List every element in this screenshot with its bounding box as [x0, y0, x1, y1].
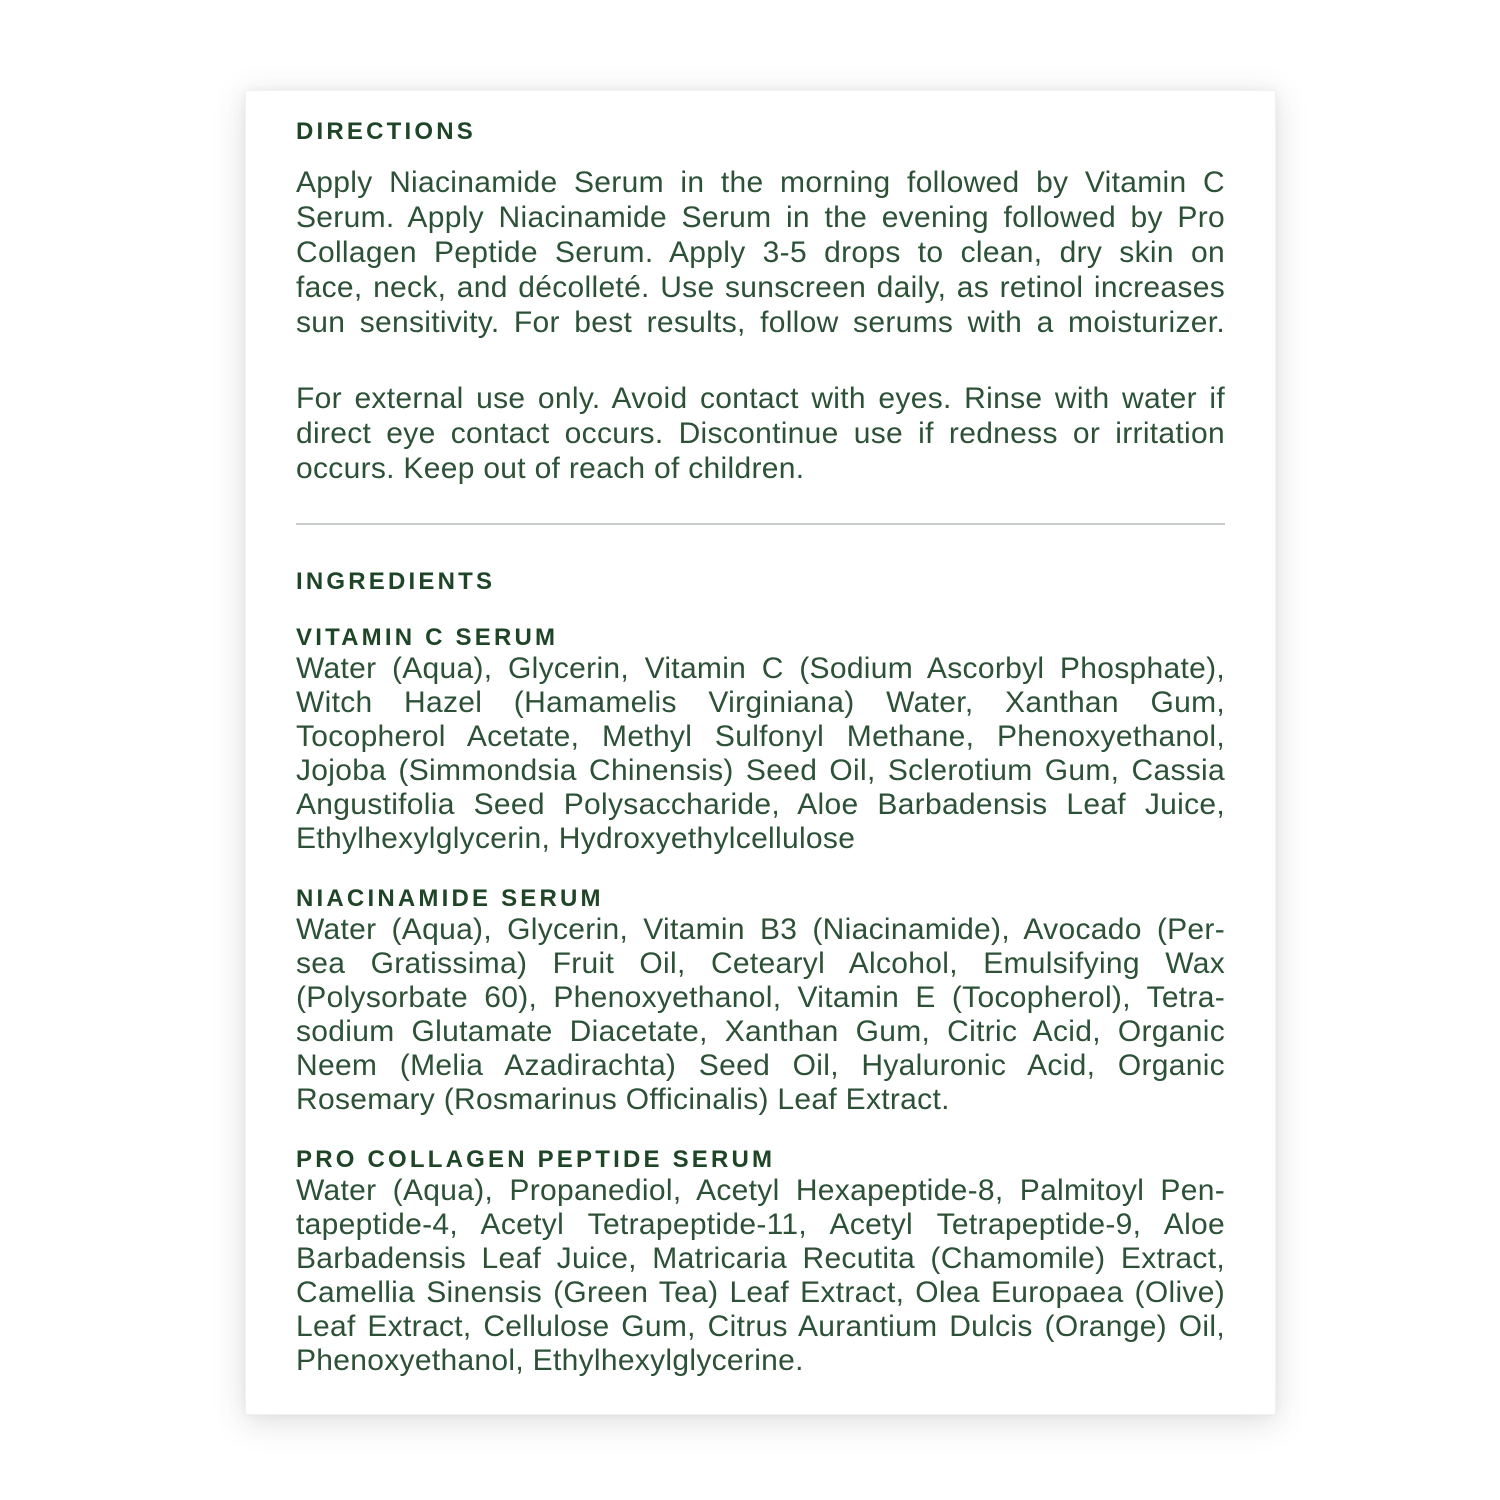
- text-line: Apply Niacinamide Serum in the morning followed by Vitamin C: [296, 166, 1225, 199]
- directions-section: [296, 119, 1225, 486]
- text-line: sun sensitivity. For best results, follow serums with a moisturizer.: [296, 306, 1225, 339]
- text-line: Barbadensis Leaf Juice, Matricaria Recutita (Chamomile) Extract,: [296, 1242, 1225, 1275]
- directions-heading: DIRECTIONS: [296, 118, 477, 145]
- niacinamide-serum-heading: NIACINAMIDE SERUM: [296, 885, 604, 912]
- ingredients-heading: INGREDIENTS: [296, 568, 496, 595]
- text-line: direct eye contact occurs. Discontinue use if redness or irritation: [296, 417, 1225, 450]
- text-line: Phenoxyethanol, Ethylhexylglycerine.: [296, 1344, 804, 1377]
- text-line: Angustifolia Seed Polysaccharide, Aloe Barbadensis Leaf Juice,: [296, 788, 1225, 821]
- text-line: Rosemary (Rosmarinus Officinalis) Leaf Extract.: [296, 1083, 950, 1116]
- text-line: For external use only. Avoid contact with eyes. Rinse with water if: [296, 382, 1225, 415]
- product-label-card: [245, 90, 1276, 1415]
- product-niacinamide-serum: [296, 886, 1225, 1117]
- text-line: Ethylhexylglycerin, Hydroxyethylcellulose: [296, 822, 856, 855]
- text-line: Collagen Peptide Serum. Apply 3-5 drops to clean, dry skin on: [296, 236, 1225, 269]
- text-line: Witch Hazel (Hamamelis Virginiana) Water, Xanthan Gum,: [296, 686, 1225, 719]
- text-line: tapeptide-4, Acetyl Tetrapeptide-11, Acetyl Tetrapeptide-9, Aloe: [296, 1208, 1225, 1241]
- pro-collagen-peptide-serum-heading: PRO COLLAGEN PEPTIDE SERUM: [296, 1146, 776, 1173]
- directions-warning-paragraph: [296, 381, 1225, 486]
- directions-usage-paragraph: [296, 165, 1225, 340]
- ingredients-section: [296, 569, 1225, 1378]
- text-line: (Polysorbate 60), Phenoxyethanol, Vitamin E (Tocopherol), Tetra-: [296, 981, 1225, 1014]
- text-line: sea Gratissima) Fruit Oil, Cetearyl Alcohol, Emulsifying Wax: [296, 947, 1225, 980]
- text-line: Water (Aqua), Glycerin, Vitamin C (Sodium Ascorbyl Phosphate),: [296, 652, 1225, 685]
- product-pro-collagen-peptide-serum: [296, 1147, 1225, 1378]
- pro-collagen-peptide-serum-ingredients: [296, 1174, 1225, 1378]
- vitamin-c-serum-heading: VITAMIN C SERUM: [296, 624, 559, 651]
- text-line: Serum. Apply Niacinamide Serum in the evening followed by Pro: [296, 201, 1225, 234]
- text-line: face, neck, and décolleté. Use sunscreen daily, as retinol increases: [296, 271, 1225, 304]
- niacinamide-serum-ingredients: [296, 913, 1225, 1117]
- product-vitamin-c-serum: [296, 625, 1225, 856]
- text-line: Water (Aqua), Glycerin, Vitamin B3 (Niacinamide), Avocado (Per-: [296, 913, 1225, 946]
- text-line: sodium Glutamate Diacetate, Xanthan Gum, Citric Acid, Organic: [296, 1015, 1225, 1048]
- text-line: Leaf Extract, Cellulose Gum, Citrus Aurantium Dulcis (Orange) Oil,: [296, 1310, 1225, 1343]
- section-divider: [296, 523, 1225, 525]
- text-line: Jojoba (Simmondsia Chinensis) Seed Oil, Sclerotium Gum, Cassia: [296, 754, 1225, 787]
- text-line: Neem (Melia Azadirachta) Seed Oil, Hyaluronic Acid, Organic: [296, 1049, 1225, 1082]
- vitamin-c-serum-ingredients: [296, 652, 1225, 856]
- text-line: Camellia Sinensis (Green Tea) Leaf Extract, Olea Europaea (Olive): [296, 1276, 1225, 1309]
- text-line: occurs. Keep out of reach of children.: [296, 452, 805, 485]
- text-line: Tocopherol Acetate, Methyl Sulfonyl Methane, Phenoxyethanol,: [296, 720, 1225, 753]
- text-line: Water (Aqua), Propanediol, Acetyl Hexapeptide-8, Palmitoyl Pen-: [296, 1174, 1225, 1207]
